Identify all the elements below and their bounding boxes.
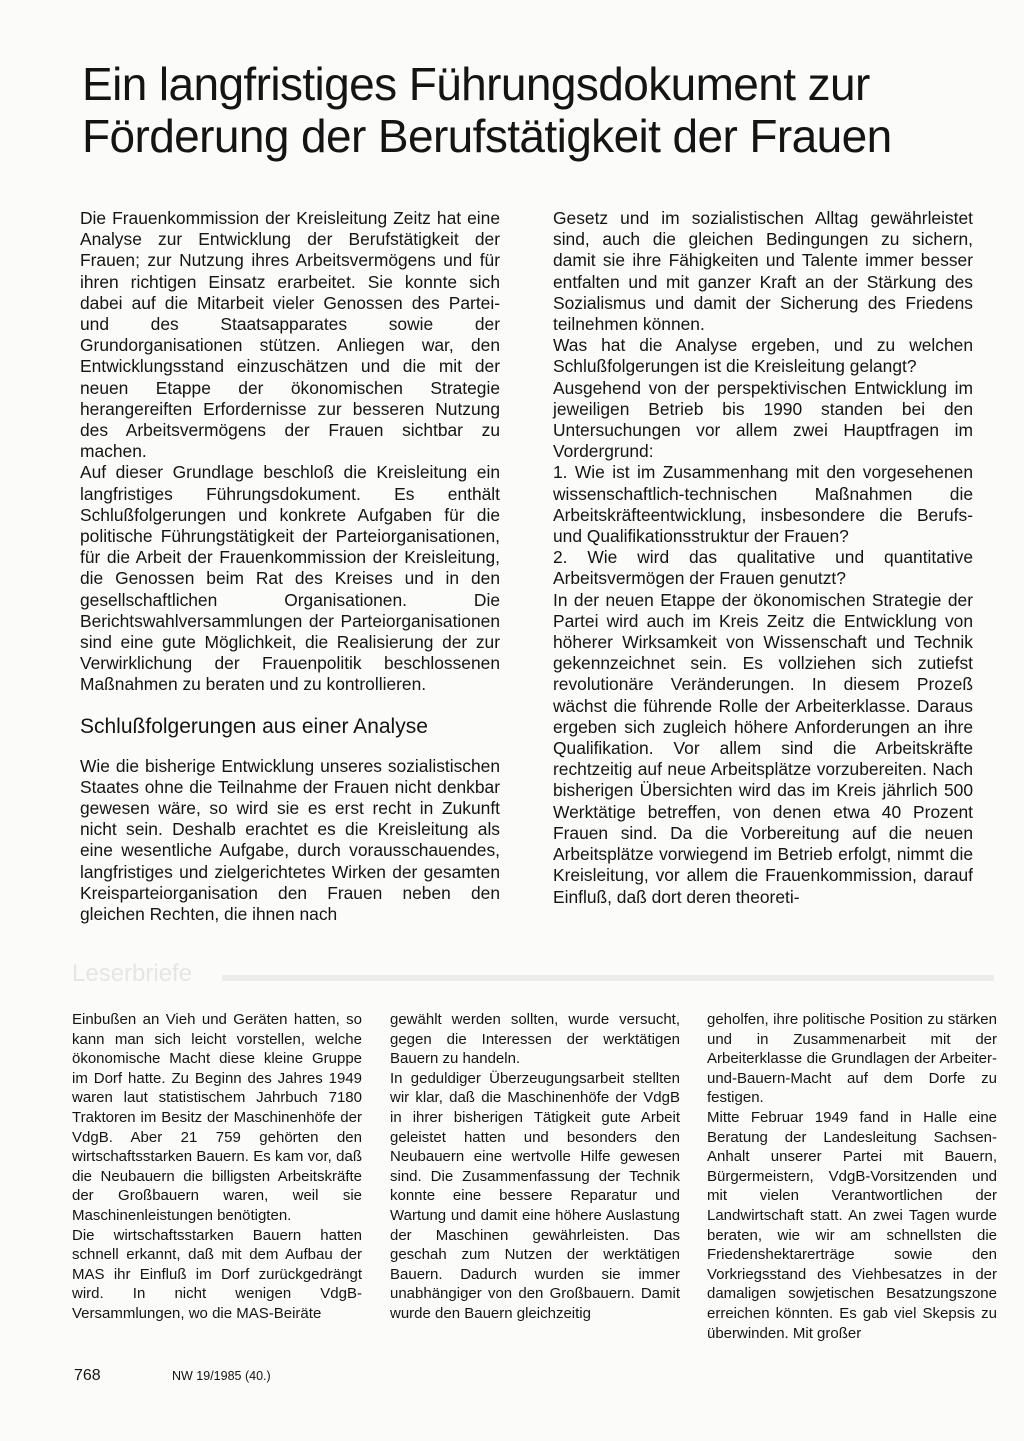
article-left-column	[80, 208, 500, 925]
paragraph: Was hat die Analyse ergeben, und zu welchen Schlußfolgerungen ist die Kreisleitung gelangt?	[553, 335, 973, 377]
section-heading: Schlußfolgerungen aus einer Analyse	[80, 714, 428, 738]
paragraph: Auf dieser Grundlage beschloß die Kreisleitung ein langfristiges Führungsdokument. Es enthält Schlußfolgerungen und konkrete Aufgaben für die politische Führungstätigkeit der Parteiorganisationen, für die Arbeit der Frauenkommission der Kreisleitung, die Genossen beim Rat des Kreises und in den gesellschaftlichen Organisationen. Die Berichtswahlversammlungen der Parteiorganisationen sind eine gute Möglichkeit, die Realisierung der zur Verwirklichung der Frauenpolitik beschlossenen Maßnahmen zu beraten und zu kontrollieren.	[80, 462, 500, 695]
paragraph: 1. Wie ist im Zusammenhang mit den vorgesehenen wissenschaftlich-technischen Maßnahmen die Arbeitskräfteentwicklung, insbesondere die Berufs- und Qualifikationsstruktur der Frauen?	[553, 462, 973, 547]
paragraph: Die wirtschaftsstarken Bauern hatten schnell erkannt, daß mit dem Aufbau der MAS ihr Einfluß im Dorf zurückgedrängt wird. In nicht wenigen VdgB-Versammlungen, wo die MAS-Beiräte	[72, 1226, 362, 1322]
paragraph: In der neuen Etappe der ökonomischen Strategie der Partei wird auch im Kreis Zeitz die Entwicklung von höherer Wirksamkeit von Wissenschaft und Technik gekennzeichnet sein. Es vollziehen sich zutiefst revolutionäre Veränderungen. In diesem Prozeß wächst die führende Rolle der Arbeiterklasse. Daraus ergeben sich zugleich höhere Anforderungen an ihre Qualifikation. Vor allem sind die Arbeitskräfte rechtzeitig auf neue Arbeitsplätze vorzubereiten. Nach bisherigen Übersichten wird das im Kreis jährlich 500 Werktätige betreffen, von denen etwa 40 Prozent Frauen sind. Da die Vorbereitung auf die neuen Arbeitsplätze vorwiegend im Betrieb erfolgt, nimmt die Kreisleitung, vor allem die Frauenkommission, darauf Einfluß, daß dort deren theoreti-	[553, 589, 973, 907]
paragraph: In geduldiger Überzeugungsarbeit stellten wir klar, daß die Maschinenhöfe der VdgB in ihrer bisherigen Tätigkeit gute Arbeit geleistet hatten und besonders den Neubauern eine wertvolle Hilfe gewesen sind. Die Zusammenfassung der Technik konnte eine bessere Reparatur und Wartung und damit eine höhere Auslastung der Maschinen gewährleisten. Das geschah zum Nutzen der werktätigen Bauern. Dadurch wurden sie immer unabhängiger von den Großbauern. Damit wurde den Bauern gleichzeitig	[390, 1069, 680, 1322]
letters-section-bar	[72, 960, 994, 988]
paragraph: Gesetz und im sozialistischen Alltag gewährleistet sind, auch die gleichen Bedingungen zu sichern, damit sie ihre Fähigkeiten und Talente immer besser entfalten und mit ganzer Kraft an der Stärkung des Sozialismus und damit der Sicherung des Friedens teilnehmen können.	[553, 208, 973, 335]
paragraph: Einbußen an Vieh und Geräten hatten, so kann man sich leicht vorstellen, welche ökonomische Macht diese kleine Gruppe im Dorf hatte. Zu Beginn des Jahres 1949 waren laut statistischem Jahrbuch 7180 Traktoren im Besitz der Maschinenhöfe der VdgB. Aber 21 759 gehörten den wirtschaftsstarken Bauern. Es kam vor, daß die Neubauern die billigsten Arbeitskräfte der Großbauern waren, weil sie Maschinenleistungen benötigten.	[72, 1011, 362, 1224]
paragraph: gewählt werden sollten, wurde versucht, gegen die Interessen der werktätigen Bauern zu handeln.	[390, 1011, 680, 1068]
issue-reference: NW 19/1985 (40.)	[172, 1369, 271, 1383]
article-right-column	[553, 208, 973, 908]
page-number: 768	[74, 1367, 101, 1384]
article-title	[82, 58, 982, 162]
title-line-1: Ein langfristiges Führungsdokument zur	[82, 58, 870, 110]
paragraph: Wie die bisherige Entwicklung unseres sozialistischen Staates ohne die Teilnahme der Frauen nicht denkbar gewesen wäre, so wird sie es erst recht in Zukunft nicht sein. Deshalb erachtet es die Kreisleitung als eine wesentliche Aufgabe, durch vorausschauendes, langfristiges und zielgerichtetes Wirken der gesamten Kreisparteiorganisation den Frauen neben den gleichen Rechten, die ihnen nach	[80, 755, 500, 925]
paragraph: Ausgehend von der perspektivischen Entwicklung im jeweiligen Betrieb bis 1990 standen bei den Untersuchungen vor allem zwei Hauptfragen im Vordergrund:	[553, 377, 973, 462]
paragraph: geholfen, ihre politische Position zu stärken und in Zusammenarbeit mit der Arbeiterklasse die Grundlagen der Arbeiter-und-Bauern-Macht auf dem Dorfe zu festigen.	[707, 1011, 997, 1107]
letter-column-1	[72, 1010, 362, 1324]
letter-column-2	[390, 1010, 680, 1324]
paragraph: 2. Wie wird das qualitative und quantitative Arbeitsvermögen der Frauen genutzt?	[553, 547, 973, 589]
paragraph: Die Frauenkommission der Kreisleitung Zeitz hat eine Analyse zur Entwicklung der Berufstätigkeit der Frauen; zur Nutzung ihres Arbeitsvermögens und für ihren richtigen Einsatz erarbeitet. Sie konnte sich dabei auf die Mitarbeit vieler Genossen des Partei- und des Staatsapparates sowie der Grundorganisationen stützen. Anliegen war, den Entwicklungsstand einzuschätzen und die mit der neuen Etappe der ökonomischen Strategie herangereiften Erfordernisse zur besseren Nutzung des Arbeitsvermögens der Frauen sichtbar zu machen.	[80, 208, 500, 462]
letter-column-3	[707, 1010, 997, 1343]
paragraph: Mitte Februar 1949 fand in Halle eine Beratung der Landesleitung Sachsen-Anhalt unserer Partei mit Bauern, Bürgermeistern, VdgB-Vorsitzenden und mit vielen Verantwortlichen der Landwirtschaft statt. An zwei Tagen wurde beraten, wie wir am schnellsten die Friedenshektarerträge sowie den Vorkriegsstand des Viehbesatzes in der damaligen sowjetischen Besatzungszone erreichen könnten. Es gab viel Skepsis zu überwinden. Mit großer	[707, 1108, 997, 1342]
title-line-2: Förderung der Berufstätigkeit der Frauen	[82, 110, 892, 162]
section-divider	[222, 975, 994, 981]
letters-section-label: Leserbriefe	[72, 960, 193, 987]
